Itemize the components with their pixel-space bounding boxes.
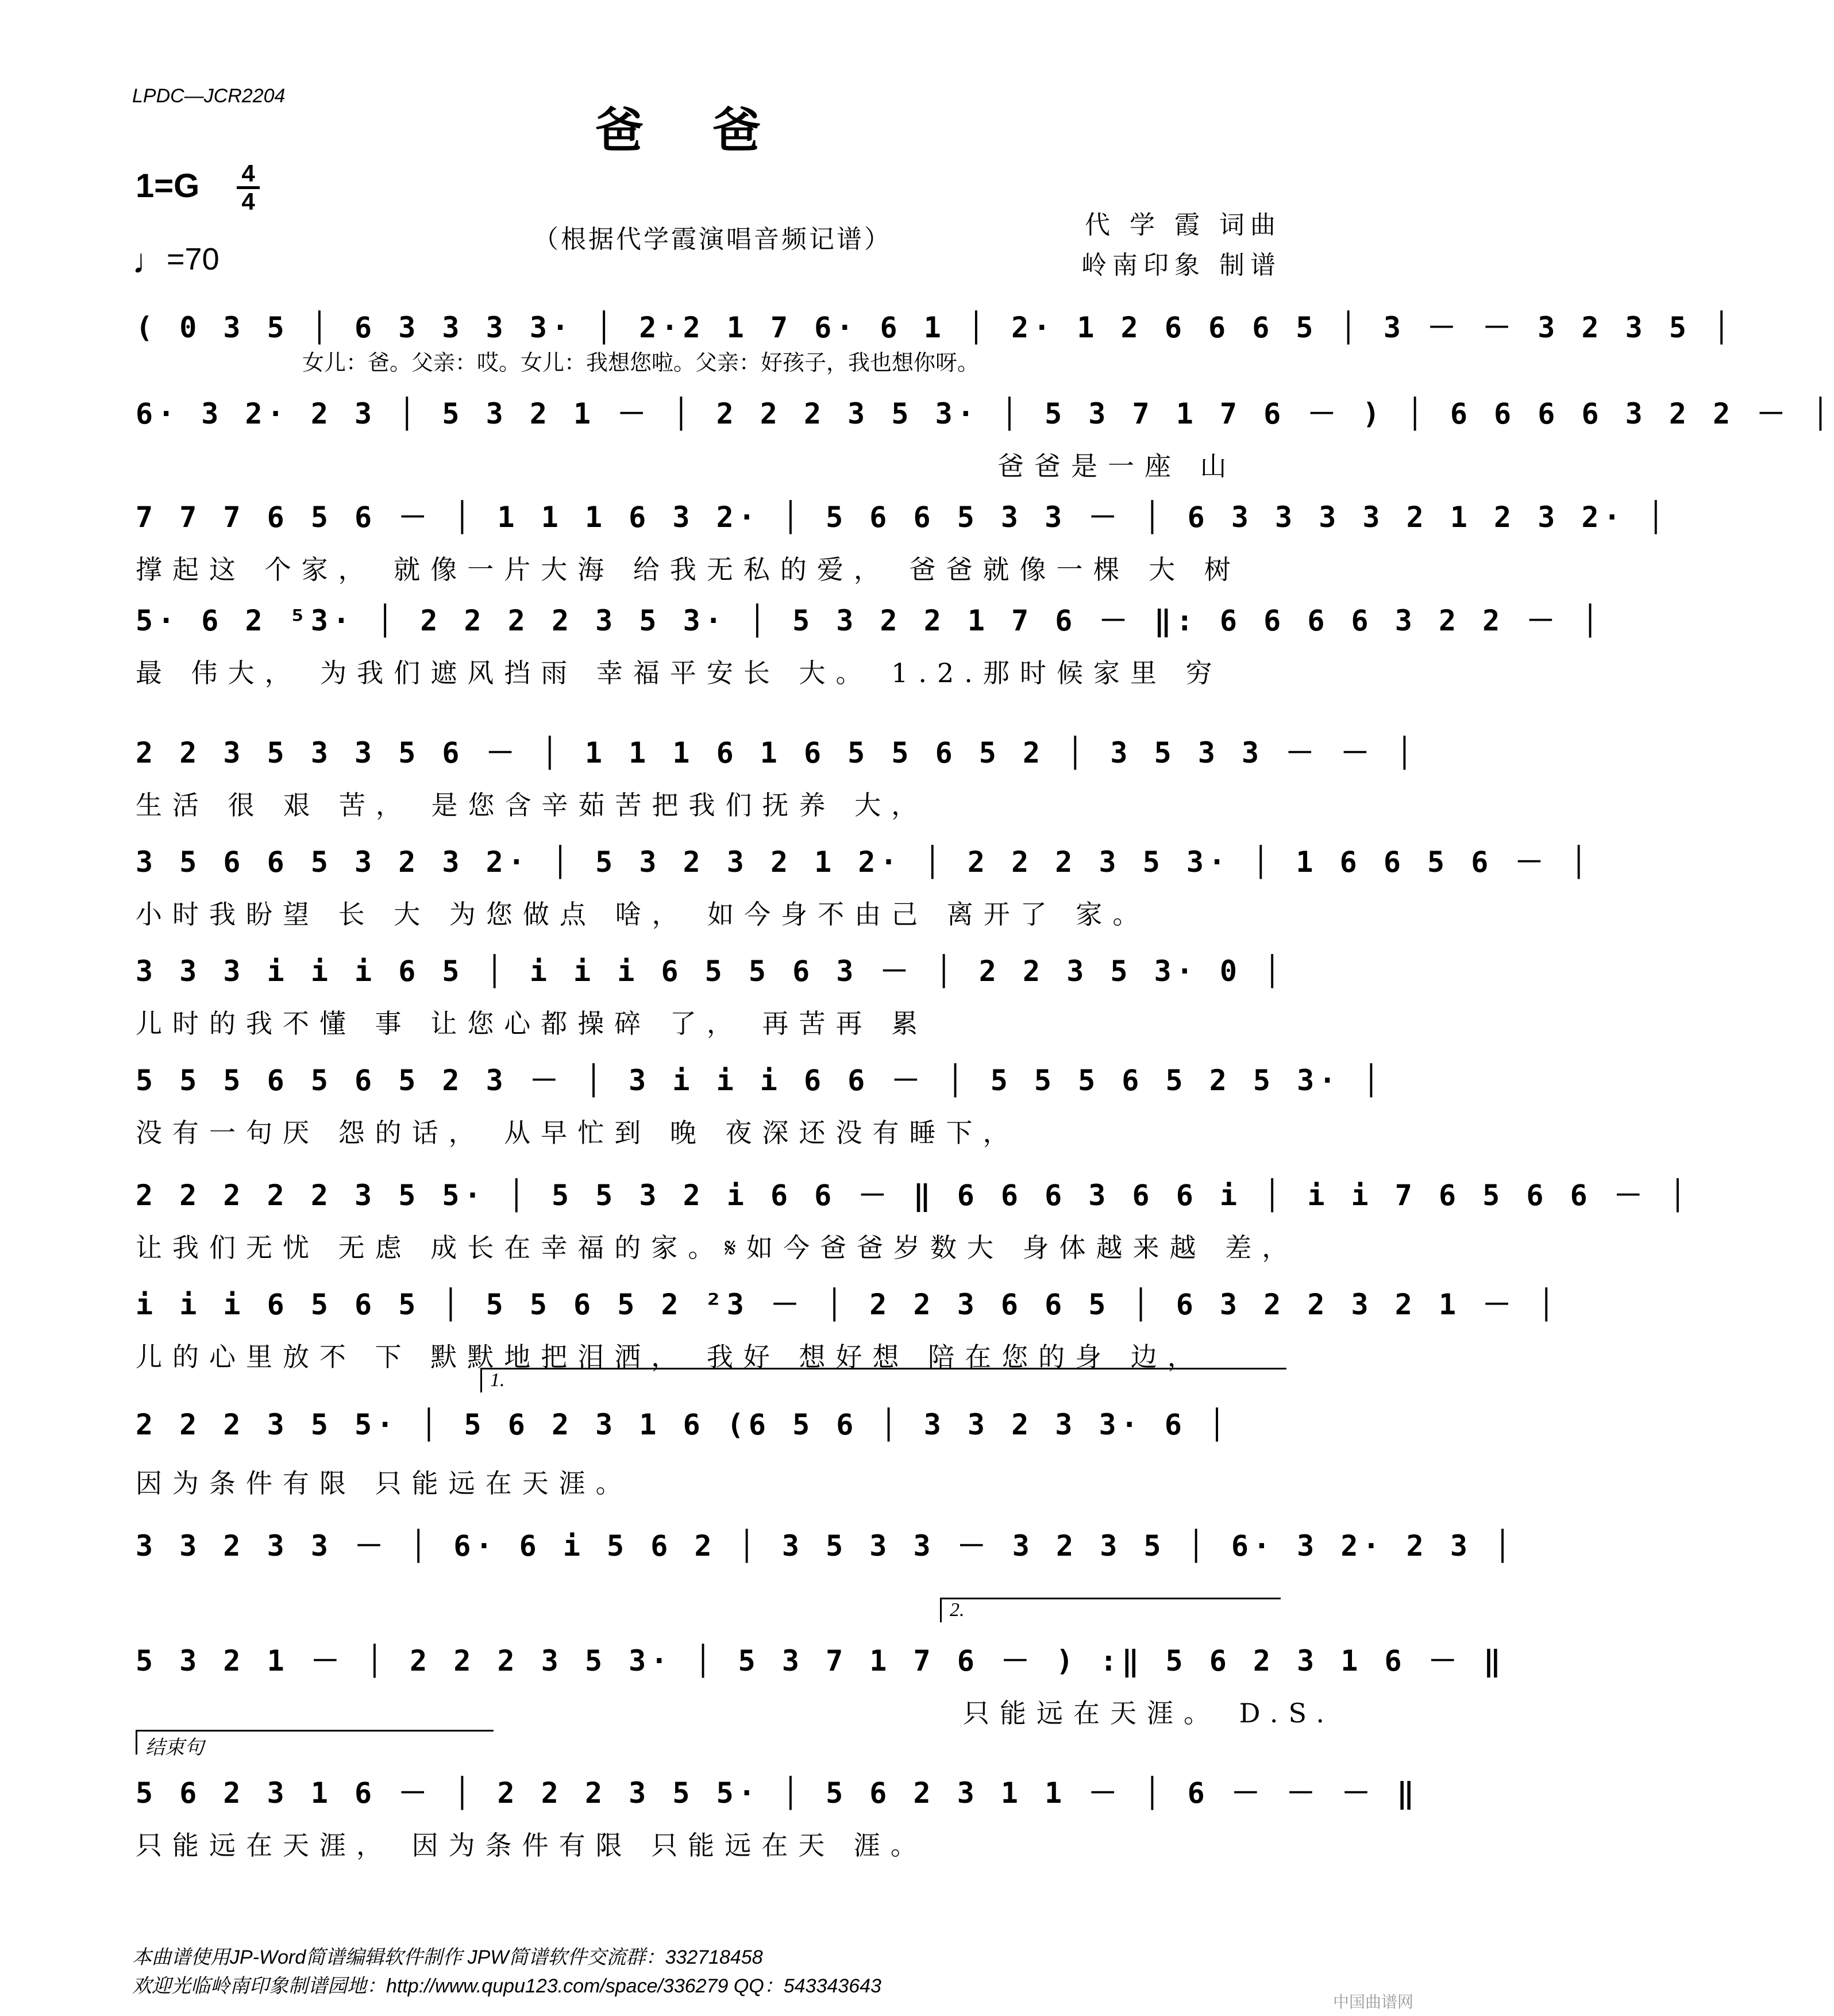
- volta-bracket: [480, 1368, 1286, 1392]
- lyric-line: 儿时的我不懂 事 让您心都操碎 了， 再苦再 累: [136, 1008, 928, 1039]
- notation-line: i i i 6 5 6 5 │ 5 5 6 5 2 ²3 － │ 2 2 3 6 6 5 │ 6 3 2 2 3 2 1 － │: [136, 1288, 1560, 1321]
- lyric-line: 撑起这 个家， 就像一片大海 给我无私的爱， 爸爸就像一棵 大 树: [136, 554, 1241, 585]
- composer-credit: 代 学 霞 词曲: [1085, 210, 1281, 240]
- lyric-line: 爸爸是一座 山: [997, 451, 1237, 482]
- lyric-line: 最 伟大， 为我们遮风挡雨 幸福平安长 大。 1.2.那时候家里 穷: [136, 657, 1223, 688]
- lyric-line: 因为条件有限 只能远在天涯。: [136, 1468, 633, 1499]
- lyric-line: 让我们无忧 无虑 成长在幸福的家。𝄋如今爸爸岁数大 身体越来越 差，: [136, 1232, 1299, 1263]
- lyric-line: 小时我盼望 长 大 为您做点 啥， 如今身不由己 离开了 家。: [136, 899, 1150, 930]
- site-logo: 中国曲谱网: [1332, 1993, 1413, 2011]
- notation-line: 7 7 7 6 5 6 － │ 1 1 1 6 3 2· │ 5 6 6 5 3 3 － │ 6 3 3 3 3 2 1 2 3 2· │: [136, 501, 1669, 534]
- notation-line: 3 3 2 3 3 － │ 6· 6 i 5 6 2 │ 3 5 3 3 － 3 2 3 5 │ 6· 3 2· 2 3 │: [136, 1529, 1516, 1563]
- notation-line: 5 6 2 3 1 6 － │ 2 2 2 3 5 5· │ 5 6 2 3 1 1 － │ 6 － － － ‖: [136, 1776, 1419, 1810]
- lyric-line: 只能远在天涯， 因为条件有限 只能远在天 涯。: [136, 1830, 927, 1861]
- footer-line-1: 本曲谱使用JP-Word简谱编辑软件制作 JPW简谱软件交流群：332718458: [132, 1946, 763, 1968]
- time-signature-top: 4: [241, 160, 255, 187]
- notation-line: 6· 3 2· 2 3 │ 5 3 2 1 － │ 2 2 2 3 5 3· │ 5 3 7 1 7 6 － ) │ 6 6 6 6 3 2 2 － │: [136, 397, 1834, 430]
- volta-bracket: [940, 1598, 1281, 1622]
- lyric-line: 儿的心里放不 下 默默地把泪洒， 我好 想好想 陪在您的身 边，: [136, 1341, 1204, 1372]
- volta-label: 2.: [950, 1599, 965, 1621]
- volta-label: 1.: [490, 1369, 505, 1391]
- notation-line: 3 5 6 6 5 3 2 3 2· │ 5 3 2 3 2 1 2· │ 2 2 2 3 5 3· │ 1 6 6 5 6 － │: [136, 845, 1592, 879]
- notation-line: 2 2 3 5 3 3 5 6 － │ 1 1 1 6 1 6 5 5 6 5 2 │ 3 5 3 3 － － │: [136, 736, 1418, 770]
- time-signature: [237, 161, 260, 214]
- notation-line: 2 2 2 3 5 5· │ 5 6 2 3 1 6 (6 5 6 │ 3 3 2 3 3· 6 │: [136, 1408, 1231, 1441]
- notation-line: 3 3 3 i i i 6 5 │ i i i 6 5 5 6 3 － │ 2 2 3 5 3· 0 │: [136, 955, 1286, 988]
- lyric-line: 生活 很 艰 苦， 是您含辛茹苦把我们抚养 大，: [136, 790, 928, 821]
- page-title: 爸爸: [595, 102, 830, 159]
- tempo-value: =70: [167, 242, 219, 276]
- time-signature-bottom: 4: [241, 188, 255, 215]
- arranger-credit: 岭南印象 制谱: [1081, 251, 1281, 280]
- volta-label: 结束句: [145, 1737, 204, 1759]
- notation-line: 5 5 5 6 5 6 5 2 3 － │ 3 i i i 6 6 － │ 5 5 5 6 5 2 5 3· │: [136, 1064, 1385, 1097]
- notation-line: ( 0 3 5 │ 6 3 3 3 3· │ 2·2 1 7 6· 6 1 │ 2· 1 2 6 6 6 5 │ 3 － － 3 2 3 5 │: [136, 311, 1735, 344]
- notation-line: 5· 6 2 ⁵3· │ 2 2 2 2 3 5 3· │ 5 3 2 2 1 7 6 － ‖: 6 6 6 6 3 2 2 － │: [136, 604, 1604, 637]
- quarter-note-icon: ♩: [132, 242, 167, 281]
- lyric-line: 只能远在天涯。 D.S.: [963, 1698, 1335, 1729]
- notation-line: 2 2 2 2 2 3 5 5· │ 5 5 3 2 i 6 6 － ‖ 6 6 6 3 6 6 i │ i i 7 6 5 6 6 － │: [136, 1179, 1691, 1212]
- spoken-dialog: 女儿：爸。父亲：哎。女儿：我想您啦。父亲：好孩子，我也想你呀。: [302, 350, 980, 375]
- source-note: （根据代学霞演唱音频记谱）: [533, 225, 892, 254]
- notation-line: 5 3 2 1 － │ 2 2 2 3 5 3· │ 5 3 7 1 7 6 － ) :‖ 5 6 2 3 1 6 － ‖: [136, 1644, 1505, 1678]
- score-code: LPDC—JCR2204: [132, 85, 286, 107]
- lyric-line: 没有一句厌 怨的话， 从早忙到 晚 夜深还没有睡下，: [136, 1117, 1020, 1148]
- key-signature: 1=G: [136, 167, 200, 205]
- volta-bracket: [136, 1730, 494, 1759]
- footer-line-2: 欢迎光临岭南印象制谱园地：http://www.qupu123.com/space/336279 QQ：543343643: [132, 1975, 881, 1997]
